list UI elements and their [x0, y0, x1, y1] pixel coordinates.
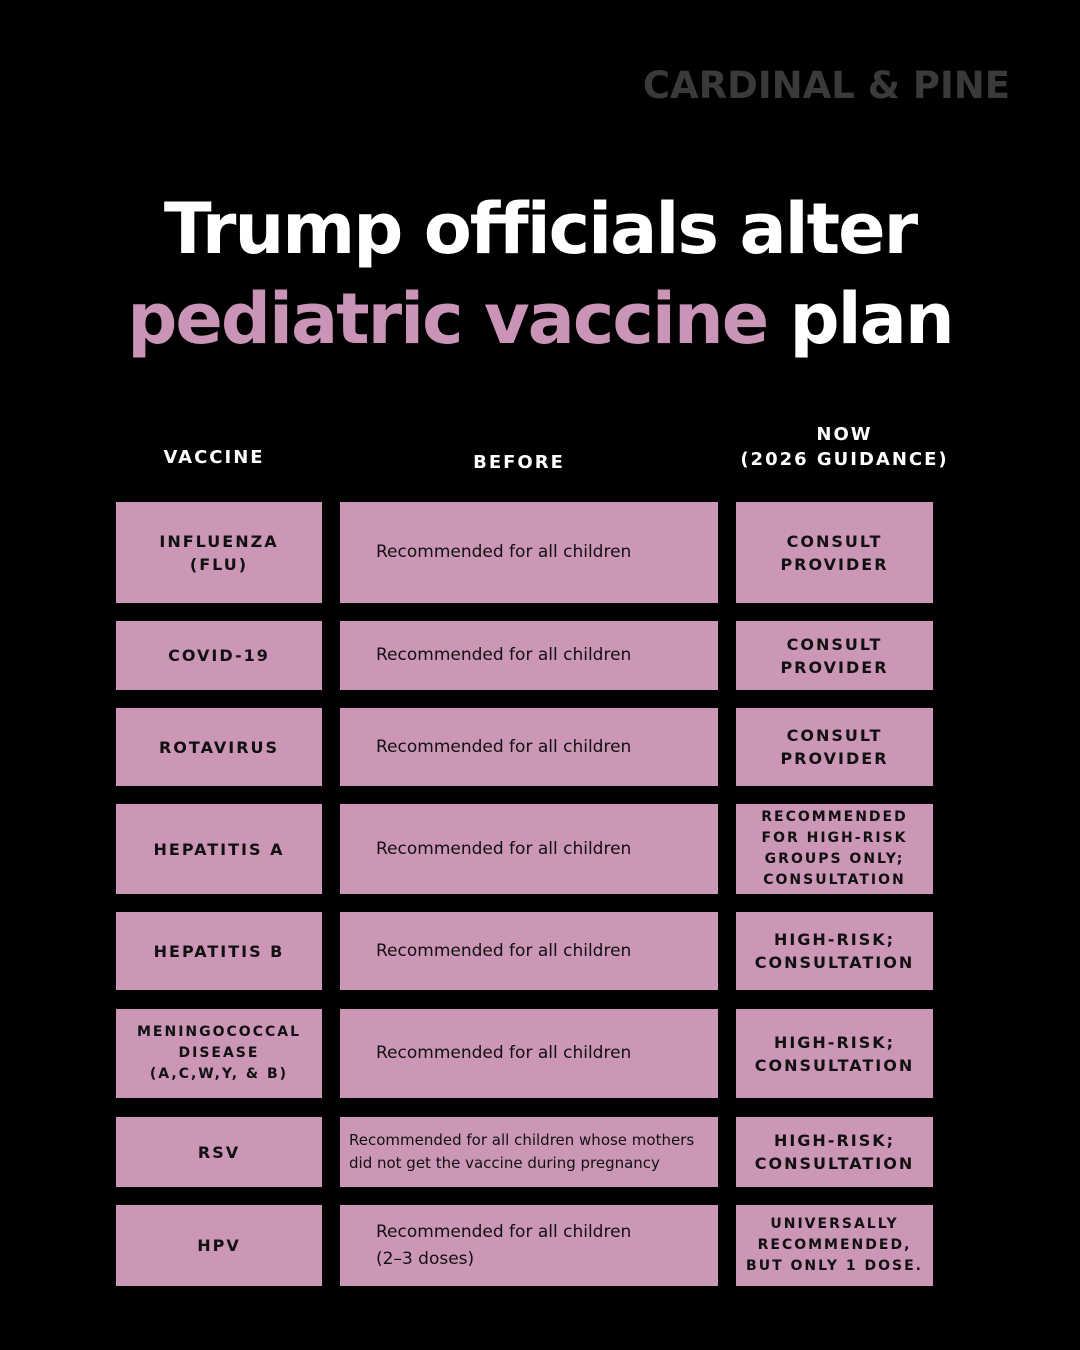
now-text: CONSULT	[786, 634, 883, 654]
vaccine-cell	[116, 1117, 322, 1187]
before-cell-content	[376, 539, 631, 566]
before-text: Recommended for all children whose mothers	[349, 1131, 695, 1149]
now-cell-content	[755, 1031, 914, 1077]
header-now-line-2: (2026 GUIDANCE)	[740, 449, 949, 470]
before-cell-content	[376, 1219, 631, 1273]
now-text: CONSULTATION	[754, 953, 915, 972]
before-text: Recommended for all children	[376, 940, 632, 961]
vaccine-cell	[116, 1205, 322, 1286]
before-cell-content	[376, 836, 631, 863]
before-cell-content	[376, 734, 631, 761]
before-text: Recommended for all children	[376, 1043, 632, 1063]
vaccine-text: RSV	[197, 1142, 241, 1162]
vaccine-cell	[116, 708, 322, 786]
header-before: BEFORE	[473, 452, 565, 473]
now-cell	[736, 502, 933, 603]
vaccine-cell	[116, 912, 322, 990]
before-cell-content	[376, 642, 631, 669]
before-cell-content	[376, 1040, 631, 1067]
vaccine-cell-content	[137, 1022, 301, 1085]
before-text: Recommended for all children	[376, 838, 632, 859]
now-text: RECOMMENDED	[761, 809, 908, 825]
now-cell	[736, 621, 933, 690]
now-cell	[736, 1117, 933, 1187]
now-text: HIGH-RISK;	[773, 930, 896, 949]
before-cell-content	[349, 1129, 694, 1175]
now-text: HIGH-RISK;	[773, 1131, 896, 1150]
vaccine-cell-content	[154, 838, 285, 861]
now-cell-content	[761, 807, 907, 891]
before-cell-content	[376, 938, 631, 965]
now-cell-content	[755, 928, 914, 974]
vaccine-text: COVID-19	[168, 646, 270, 665]
before-text: Recommended for all children	[376, 736, 632, 757]
now-text: CONSULT	[786, 531, 883, 551]
vaccine-cell	[116, 502, 322, 603]
now-text: RECOMMENDED,	[757, 1237, 912, 1253]
vaccine-cell-content	[154, 940, 285, 963]
before-text: Recommended for all children	[376, 542, 632, 562]
before-cell	[340, 1009, 718, 1098]
before-text: Recommended for all children	[376, 645, 632, 665]
now-cell-content	[780, 724, 888, 770]
vaccine-text: INFLUENZA	[159, 531, 279, 551]
now-cell	[736, 1205, 933, 1286]
now-text: CONSULT	[786, 726, 883, 745]
vaccine-text: HPV	[197, 1236, 241, 1255]
now-text: PROVIDER	[780, 554, 889, 574]
before-cell	[340, 502, 718, 603]
now-cell	[736, 1009, 933, 1098]
header-now-line-1: NOW	[816, 424, 873, 445]
before-cell	[340, 621, 718, 690]
vaccine-cell-content	[197, 1234, 241, 1257]
now-text: PROVIDER	[780, 657, 889, 677]
before-cell	[340, 1205, 718, 1286]
vaccine-text: MENINGOCOCCAL	[136, 1024, 301, 1040]
before-cell	[340, 804, 718, 894]
now-cell-content	[780, 530, 888, 576]
vaccine-cell-content	[159, 736, 279, 759]
vaccine-text: DISEASE	[178, 1045, 260, 1061]
title-highlight: pediatric vaccine	[127, 278, 768, 360]
before-text: (2–3 doses)	[376, 1248, 475, 1269]
page-title-line-2	[0, 278, 1080, 360]
now-cell	[736, 708, 933, 786]
now-cell	[736, 804, 933, 894]
before-cell	[340, 912, 718, 990]
vaccine-text: (A,C,W,Y, & B)	[149, 1066, 289, 1082]
before-text: did not get the vaccine during pregnancy	[349, 1154, 660, 1172]
now-cell-content	[755, 1129, 914, 1175]
now-text: FOR HIGH-RISK	[761, 830, 908, 846]
now-text: HIGH-RISK;	[773, 1032, 896, 1052]
before-cell	[340, 1117, 718, 1187]
now-text: PROVIDER	[780, 749, 889, 768]
page-title-line-1: Trump officials alter	[163, 188, 917, 270]
vaccine-cell-content	[159, 530, 278, 576]
now-text: BUT ONLY 1 DOSE.	[746, 1258, 923, 1274]
vaccine-text: HEPATITIS A	[153, 839, 285, 859]
now-text: CONSULTATION	[754, 1055, 915, 1075]
brand-logo: CARDINAL & PINE	[642, 64, 1010, 107]
now-text: CONSULTATION	[763, 872, 906, 888]
before-text: Recommended for all children	[376, 1221, 632, 1242]
now-cell-content	[780, 633, 888, 679]
now-cell	[736, 912, 933, 990]
now-text: GROUPS ONLY;	[764, 851, 905, 867]
vaccine-cell	[116, 621, 322, 690]
now-cell-content	[746, 1214, 923, 1277]
vaccine-text: HEPATITIS B	[153, 941, 285, 961]
vaccine-text: (FLU)	[189, 554, 249, 574]
before-cell	[340, 708, 718, 786]
header-now	[736, 422, 953, 472]
header-vaccine: VACCINE	[163, 447, 265, 468]
vaccine-cell	[116, 1009, 322, 1098]
now-text: CONSULTATION	[754, 1154, 915, 1173]
now-text: UNIVERSALLY	[770, 1216, 899, 1232]
vaccine-cell	[116, 804, 322, 894]
vaccine-cell-content	[168, 644, 270, 667]
vaccine-cell-content	[198, 1141, 240, 1164]
vaccine-text: ROTAVIRUS	[158, 737, 280, 757]
title-rest: plan	[767, 278, 953, 360]
